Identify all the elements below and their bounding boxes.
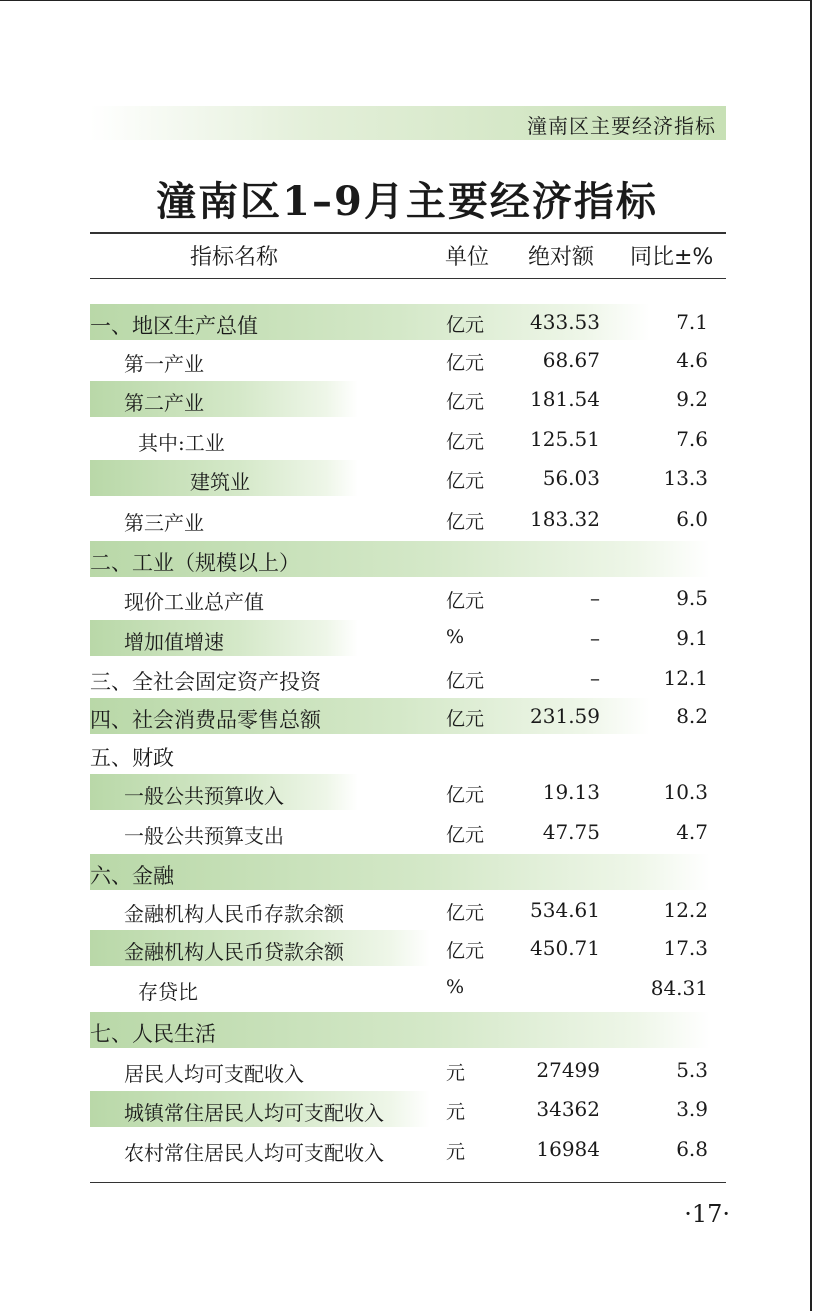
row-yoy: 8.2 — [676, 704, 708, 728]
row-unit: 亿元 — [446, 590, 485, 612]
table-row — [90, 1091, 726, 1127]
table-row — [90, 698, 726, 734]
row-amount: 433.53 — [530, 310, 600, 334]
row-unit: 亿元 — [446, 940, 485, 962]
table-row — [90, 501, 726, 537]
row-unit: 亿元 — [446, 470, 485, 492]
row-unit: 亿元 — [446, 314, 485, 336]
row-unit: 亿元 — [446, 784, 485, 806]
table-row — [90, 1131, 726, 1167]
table-row — [90, 421, 726, 457]
row-name: 存贷比 — [138, 980, 198, 1004]
row-unit: 亿元 — [446, 352, 485, 374]
row-yoy: 3.9 — [676, 1097, 708, 1121]
table-row — [90, 304, 726, 340]
row-amount: 231.59 — [530, 704, 600, 728]
row-yoy: 4.7 — [676, 820, 708, 844]
row-unit: 亿元 — [446, 902, 485, 924]
table-bottom-rule — [90, 1182, 726, 1183]
row-yoy: 10.3 — [663, 780, 708, 804]
column-header-name: 指标名称 — [190, 245, 279, 270]
table-row — [90, 736, 726, 772]
row-name: 一般公共预算收入 — [124, 784, 284, 808]
row-unit: 元 — [446, 1062, 466, 1084]
row-name: 七、人民生活 — [90, 1022, 216, 1046]
table-row — [90, 620, 726, 656]
row-unit: 元 — [446, 1101, 466, 1123]
row-amount: 68.67 — [542, 348, 600, 372]
row-name: 其中:工业 — [138, 431, 225, 455]
row-amount: – — [590, 666, 600, 690]
row-name: 一般公共预算支出 — [124, 824, 284, 848]
row-yoy: 12.2 — [663, 898, 708, 922]
row-amount: 16984 — [536, 1137, 600, 1161]
table-row — [90, 1012, 726, 1048]
row-yoy: 7.1 — [676, 310, 708, 334]
row-highlight-band — [90, 854, 710, 890]
row-amount: 183.32 — [530, 507, 600, 531]
row-name: 现价工业总产值 — [124, 590, 264, 614]
table-top-rule — [90, 232, 726, 234]
row-amount: 47.75 — [542, 820, 600, 844]
row-amount: – — [590, 626, 600, 650]
row-yoy: 12.1 — [663, 666, 708, 690]
row-amount: 19.13 — [542, 780, 600, 804]
row-unit: 亿元 — [446, 391, 485, 413]
row-name: 城镇常住居民人均可支配收入 — [124, 1101, 384, 1125]
row-name: 四、社会消费品零售总额 — [90, 708, 321, 732]
column-header-unit: 单位 — [445, 245, 490, 270]
row-unit: 亿元 — [446, 511, 485, 533]
row-name: 金融机构人民币贷款余额 — [124, 940, 344, 964]
row-amount: 56.03 — [542, 466, 600, 490]
row-yoy: 6.8 — [676, 1137, 708, 1161]
row-yoy: 6.0 — [676, 507, 708, 531]
table-row — [90, 541, 726, 577]
column-header-amount: 绝对额 — [528, 245, 595, 270]
table-row — [90, 930, 726, 966]
column-header-yoy: 同比±% — [630, 245, 714, 270]
table-row — [90, 814, 726, 850]
row-name: 五、财政 — [90, 746, 174, 770]
row-name: 第三产业 — [124, 511, 204, 535]
table-row — [90, 892, 726, 928]
row-unit: 亿元 — [446, 431, 485, 453]
row-yoy: 7.6 — [676, 427, 708, 451]
row-amount: 34362 — [536, 1097, 600, 1121]
row-yoy: 4.6 — [676, 348, 708, 372]
row-name: 一、地区生产总值 — [90, 314, 258, 338]
row-unit: 亿元 — [446, 824, 485, 846]
section-header-title: 潼南区主要经济指标 — [527, 114, 716, 138]
row-name: 三、全社会固定资产投资 — [90, 670, 321, 694]
row-amount: 534.61 — [530, 898, 600, 922]
row-yoy: 5.3 — [676, 1058, 708, 1082]
row-unit: % — [446, 626, 465, 648]
row-amount: 450.71 — [530, 936, 600, 960]
row-yoy: 9.1 — [676, 626, 708, 650]
table-header-rule — [90, 278, 726, 279]
table-row — [90, 381, 726, 417]
row-yoy: 9.2 — [676, 387, 708, 411]
table-row — [90, 774, 726, 810]
table-row — [90, 660, 726, 696]
row-name: 第一产业 — [124, 352, 204, 376]
row-name: 增加值增速 — [124, 630, 224, 654]
row-name: 二、工业（规模以上） — [90, 551, 300, 575]
row-yoy: 84.31 — [650, 976, 708, 1000]
table-row — [90, 854, 726, 890]
table-row — [90, 342, 726, 378]
row-name: 金融机构人民币存款余额 — [124, 902, 344, 926]
row-unit: 亿元 — [446, 670, 485, 692]
row-name: 六、金融 — [90, 864, 174, 888]
table-row — [90, 460, 726, 496]
row-name: 农村常住居民人均可支配收入 — [124, 1141, 384, 1165]
row-unit: 元 — [446, 1141, 466, 1163]
table-row — [90, 580, 726, 616]
row-amount: 125.51 — [530, 427, 600, 451]
page-number: ·17· — [684, 1200, 730, 1228]
row-amount: – — [590, 586, 600, 610]
section-header-band — [90, 106, 726, 140]
page-title: 潼南区1–9月主要经济指标 — [156, 178, 658, 225]
row-unit: % — [446, 976, 465, 998]
table-row — [90, 970, 726, 1006]
row-amount: 27499 — [536, 1058, 600, 1082]
table-row — [90, 1052, 726, 1088]
row-yoy: 17.3 — [663, 936, 708, 960]
row-amount: 181.54 — [530, 387, 600, 411]
row-name: 第二产业 — [124, 391, 204, 415]
row-yoy: 13.3 — [663, 466, 708, 490]
row-yoy: 9.5 — [676, 586, 708, 610]
row-unit: 亿元 — [446, 708, 485, 730]
row-name: 居民人均可支配收入 — [124, 1062, 304, 1086]
row-name: 建筑业 — [190, 470, 250, 494]
